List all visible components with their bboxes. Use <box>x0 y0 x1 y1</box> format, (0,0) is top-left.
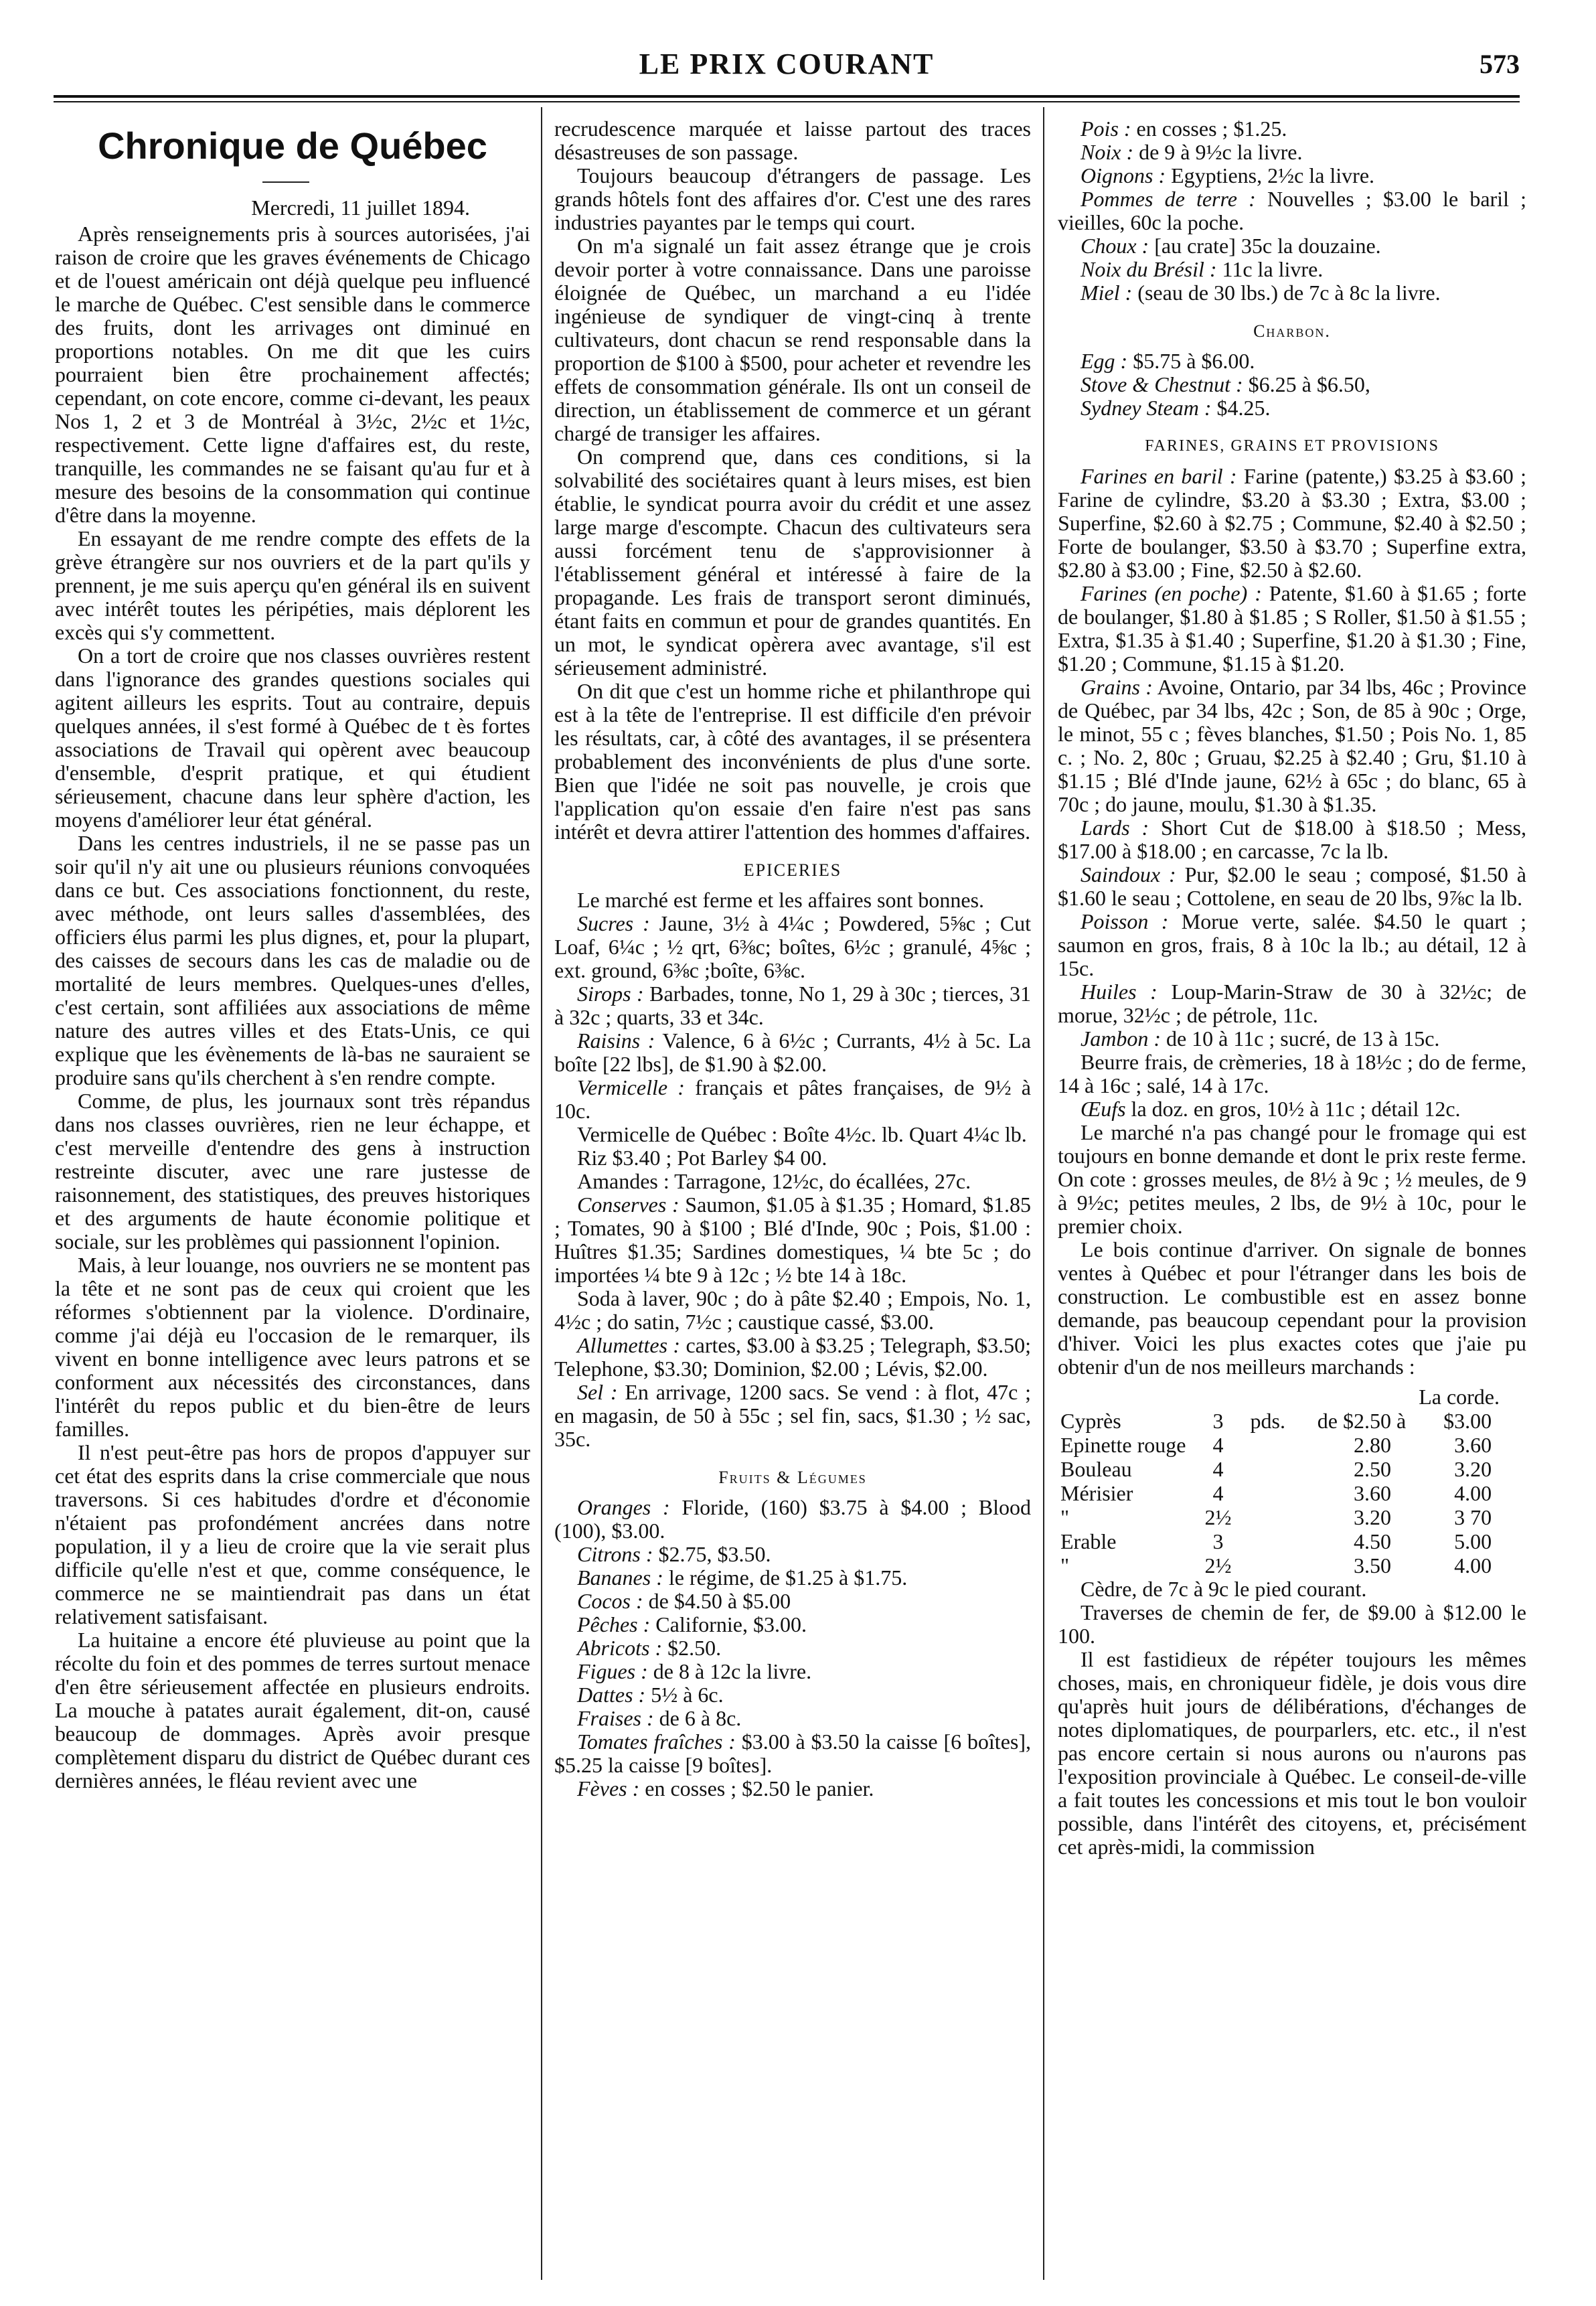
price-item-label: Noix du Brésil : <box>1081 257 1217 281</box>
price-item-text: la doz. en gros, 10½ à 11c ; détail 12c. <box>1125 1097 1461 1121</box>
price-item <box>1058 117 1526 141</box>
paragraph: On a tort de croire que nos classes ouvrières restent dans l'ignorance des grandes questions sociales qui agitent ailleurs les esprits. Tout au contraire, depuis quelques années, il s'est formé à Québec de t ès fortes associations de Travail qui opèrent avec beaucoup d'ensemble, d'esprit pratique, et qui étudient sérieusement, chacune dans leur sphère d'action, les moyens d'améliorer leur état général. <box>55 643 530 832</box>
price-item <box>1058 1027 1526 1051</box>
price-item <box>554 1029 1031 1076</box>
section-heading-farines: FARINES, GRAINS ET PROVISIONS <box>1145 437 1439 455</box>
price-item-label: Tomates fraîches : <box>577 1730 736 1754</box>
wood-cell-name: Erable <box>1060 1529 1117 1553</box>
paragraph: Mais, à leur louange, nos ouvriers ne se montent pas la tête et ne sont pas de ceux qui croient que les réformes s'obtiennent par la violence. D'ordinaire, comme j'ai déjà eu l'occasion de le remarquer, ils vivent en bonne intelligence avec leurs patrons et se conforment aux nécessités des circonstances, dans l'intérêt du repos public et du bien-être de leurs familles. <box>55 1253 530 1441</box>
wood-cell-sep <box>1396 1433 1411 1457</box>
title-rule <box>262 181 309 183</box>
wood-row <box>1060 1553 1497 1578</box>
price-item-text: $5.75 à $6.00. <box>1127 349 1255 373</box>
price-item-text: de 6 à 8c. <box>653 1706 742 1730</box>
price-item-text: Patente, $1.60 à $1.65 ; forte de boulanger, $1.80 à $1.85 ; S Roller, $1.50 à $1.55 ; Extra, $1.35 à $1.40 ; Superfine, $1.20 à $1.30 ; Fine, $1.20 ; Commune, $1.15 à $1.20. <box>1058 581 1526 676</box>
wood-row <box>1060 1433 1497 1457</box>
price-item <box>1058 258 1526 281</box>
price-item-label: Raisins : <box>577 1028 655 1053</box>
column-3 <box>1058 117 1526 2287</box>
paragraph: Dans les centres industriels, il ne se passe pas un soir qu'il n'y ait une ou plusieurs réunions convoquées dans ce but. Ces associations fonctionnent, du reste, avec méthode, ont leurs salles d'assemblées, des officiers élus parmi les plus dignes, et, pour la plupart, des caisses de secours dans les cas de maladie ou de mortalité de leurs membres. Quelques-unes d'elles, c'est certain, sont affiliées aux associations de même nature des autres villes et des Etats-Unis, ce qui explique que les évènements de là-bas ne sauraient se produire sans qu'ils cherchent à s'en rendre compte. <box>55 831 530 1089</box>
price-item-label: Farines en baril : <box>1081 464 1237 488</box>
wood-cell-unit: pds. <box>1250 1409 1285 1433</box>
price-item-text: français et pâtes françaises, de 9½ à 10c. <box>554 1075 1031 1123</box>
wood-cell-low: 3.50 <box>1353 1553 1391 1578</box>
wood-table-heading: La corde. <box>1419 1385 1500 1409</box>
wood-cell-unit <box>1250 1457 1290 1481</box>
wood-cell-high: 3.20 <box>1454 1457 1492 1481</box>
paragraph: On comprend que, dans ces conditions, si la solvabilité des sociétaires quant à leurs mises, est bien établie, le syndicat pourra avoir du crédit et une assez large marge d'escompte. Chacun des cultivateurs sera aussi forcément tenu de s'approvisionner à l'établissement général et intéressé à faire de la propagande. Les frais de transport seront diminués, étant faits en commun et pour de grandes quantités. En un mot, le syndicat opèrera avec avantage, s'il est sérieusement administré. <box>554 445 1031 680</box>
price-item <box>554 982 1031 1029</box>
wood-cell-unit <box>1250 1433 1290 1457</box>
price-item-text: $4.25. <box>1211 396 1271 420</box>
price-item-label: Dattes : <box>577 1683 646 1707</box>
wood-cell-sep <box>1396 1457 1411 1481</box>
price-item-label: Egg : <box>1081 349 1128 373</box>
price-item-label: Saindoux : <box>1081 862 1176 887</box>
price-item-text: $2.75, $3.50. <box>653 1542 771 1566</box>
price-item-text: Riz $3.40 ; Pot Barley $4 00. <box>577 1146 827 1170</box>
price-item-text: Pur, $2.00 le seau ; composé, $1.50 à $1.60 le seau ; Cottolene, en seau de 20 lbs, 9⅞c la lb. <box>1058 862 1526 910</box>
page-number: 573 <box>1480 49 1520 79</box>
price-item-label: Sel : <box>577 1380 618 1404</box>
wood-cell-low: 3.60 <box>1353 1481 1391 1505</box>
price-item-label: Oignons : <box>1081 163 1166 187</box>
price-item <box>554 1543 1031 1566</box>
price-item-text: Soda à laver, 90c ; do à pâte $2.40 ; Empois, No. 1, 4½c ; do satin, 7½c ; caustique cassé, $3.00. <box>554 1286 1031 1334</box>
price-item <box>1058 910 1526 980</box>
price-item <box>1058 980 1526 1027</box>
price-item <box>1058 281 1526 305</box>
price-item-label: Citrons : <box>577 1542 653 1566</box>
wood-price-table <box>1060 1409 1497 1578</box>
paragraph: recrudescence marquée et laisse partout des traces désastreuses de son passage. <box>554 117 1031 164</box>
price-item-text: de 10 à 11c ; sucré, de 13 à 15c. <box>1160 1026 1440 1051</box>
paragraph: En essayant de me rendre compte des effets de la grève étrangère sur nos ouvriers et de la part qu'ils y prennent, je me suis aperçu qu'en général ils en suivent avec intérêt toutes les péripéties, mais déplorent les excès qui s'y commettent. <box>55 526 530 644</box>
wood-cell-high: 4.00 <box>1454 1553 1492 1578</box>
price-item-text: de 8 à 12c la livre. <box>647 1659 812 1683</box>
price-item <box>554 1590 1031 1613</box>
price-item <box>554 1777 1031 1800</box>
price-item-label: Sucres : <box>577 911 650 935</box>
wood-cell-sep <box>1396 1481 1411 1505</box>
price-item <box>1058 863 1526 910</box>
paragraph: Le marché est ferme et les affaires sont bonnes. <box>577 888 985 912</box>
wood-row <box>1060 1529 1497 1553</box>
price-item-label: Farines (en poche) : <box>1081 581 1262 605</box>
wood-row <box>1060 1481 1497 1505</box>
price-item <box>1058 164 1526 187</box>
price-item <box>1058 465 1526 582</box>
paragraph: Il n'est peut-être pas hors de propos d'appuyer sur cet état des esprits dans la crise commerciale que nous traversons. Si ces habitudes d'ordre et d'économie n'étaient pas profondément ancrées dans notre population, il y a lieu de croire que la vie serait plus difficile qu'elle n'est et que, comme conséquence, le commerce ne se maintiendrait pas dans un état relativement satisfaisant. <box>55 1440 530 1628</box>
section-heading-epiceries: EPICERIES <box>743 860 842 880</box>
price-item <box>1058 141 1526 164</box>
price-item <box>1058 582 1526 676</box>
price-item-text: Saumon, $1.05 à $1.35 ; Homard, $1.85 ; Tomates, 90 à $100 ; Blé d'Inde, 90c ; Pois, $1.00 : Huîtres $1.35; Sardines domestiques, ¼ bte 5c ; do importées ¼ bte 9 à 12c ; ½ bte 14 à 18c. <box>554 1193 1031 1287</box>
wood-cell-n: 4 <box>1212 1457 1224 1481</box>
price-item-label: Fèves : <box>577 1776 640 1800</box>
price-item-text: Loup-Marin-Straw de 30 à 32½c; de morue, 32½c ; de pétrole, 11c. <box>1058 980 1526 1027</box>
price-item-text: en cosses ; $1.25. <box>1131 117 1287 141</box>
price-item-label: Vermicelle : <box>577 1075 685 1099</box>
price-item <box>1058 396 1526 420</box>
price-item <box>554 912 1031 982</box>
wood-row <box>1060 1457 1497 1481</box>
price-item <box>554 1613 1031 1636</box>
price-item-text: Nouvelles ; $3.00 le baril ; vieilles, 60c la poche. <box>1058 187 1526 234</box>
price-item-text: Amandes : Tarragone, 12½c, do écallées, 27c. <box>577 1169 971 1193</box>
charbon-list <box>1058 350 1526 420</box>
wood-cell-n: 2½ <box>1204 1553 1232 1578</box>
price-item <box>554 1193 1031 1287</box>
wood-cell-high: 3.60 <box>1454 1433 1492 1457</box>
article-title: Chronique de Québec <box>98 125 487 167</box>
wood-cell-unit <box>1250 1553 1290 1578</box>
paragraph: On m'a signalé un fait assez étrange que je crois devoir porter à votre connaissance. Dans une paroisse éloignée de Québec, un marchand a eu l'idée ingénieuse de syndiquer de vingt-cinq à trente cultivateurs, dont chacun se rend responsable dans la proportion de $100 à $500, pour acheter et revendre les effets de consommation générale. Ils ont un conseil de direction, un établissement de commerce et un gérant chargé de transiger les affaires. <box>554 234 1031 445</box>
price-item-label: Miel : <box>1081 281 1133 305</box>
price-item-label: Conserves : <box>577 1193 680 1217</box>
price-item <box>554 1683 1031 1707</box>
wood-cell-n: 2½ <box>1204 1505 1232 1529</box>
price-item <box>554 1381 1031 1451</box>
price-item-label: Grains : <box>1081 675 1153 699</box>
price-item <box>554 1123 1031 1146</box>
price-item-text: 11c la livre. <box>1216 257 1324 281</box>
price-item <box>1058 1051 1526 1097</box>
wood-cell-high: $3.00 <box>1443 1409 1492 1433</box>
paragraph: Toujours beaucoup d'étrangers de passage. Les grands hôtels font des affaires d'or. C'est une des rares industries payantes par le temps qui court. <box>554 163 1031 234</box>
paragraph: Comme, de plus, les journaux sont très répandus dans nos classes ouvrières, rien ne leur échappe, et c'est merveille d'entendre des gens à instruction restreinte discuter, avec une rare justesse de raisonnement, des statistiques, des preuves historiques et des arguments de haute économie politique et sociale, sur les problèmes qui passionnent l'opinion. <box>55 1089 530 1253</box>
price-item <box>554 1496 1031 1543</box>
wood-cell-sep <box>1396 1505 1411 1529</box>
wood-cell-n: 4 <box>1212 1433 1224 1457</box>
price-item-text: Egyptiens, 2½c la livre. <box>1166 163 1375 187</box>
price-item-text: Vermicelle de Québec : Boîte 4½c. lb. Quart 4¼c lb. <box>577 1122 1027 1146</box>
column-divider <box>1043 107 1044 2280</box>
wood-cell-n: 3 <box>1212 1409 1224 1433</box>
header-rule <box>54 95 1520 98</box>
price-item-label: Poisson : <box>1081 909 1169 933</box>
journal-title: LE PRIX COURANT <box>639 48 935 80</box>
price-item-text: Californie, $3.00. <box>650 1612 807 1636</box>
price-item <box>1058 373 1526 396</box>
price-item-text: $3.00 à $3.50 la caisse [6 boîtes], $5.25 la caisse [9 boîtes]. <box>554 1730 1031 1777</box>
price-item-label: Noix : <box>1081 140 1134 164</box>
header-rule-thin <box>54 101 1520 102</box>
price-item-label: Cocos : <box>577 1589 643 1613</box>
price-item-label: Sirops : <box>577 982 644 1006</box>
farines-list <box>1058 465 1526 1121</box>
column-divider <box>541 107 542 2280</box>
price-item-text: En arrivage, 1200 sacs. Se vend : à flot, 47c ; en magasin, de 50 à 55c ; sel fin, sacs, $1.30 ; ½ sac, 35c. <box>554 1380 1031 1451</box>
price-item <box>554 1146 1031 1170</box>
fruits-list <box>554 1496 1031 1800</box>
wood-cell-high: 4.00 <box>1454 1481 1492 1505</box>
price-item-label: Fraises : <box>577 1706 654 1730</box>
price-item-text: Farine (patente,) $3.25 à $3.60 ; Farine de cylindre, $3.20 à $3.30 ; Extra, $3.00 ; Superfine, $2.60 à $2.75 ; Commune, $2.40 à $2.50 ; Forte de boulanger, $3.50 à $3.70 ; Superfine extra, $2.80 à $3.00 ; Fine, $2.50 à $2.60. <box>1058 464 1526 582</box>
price-item-label: Œufs <box>1081 1097 1126 1121</box>
wood-cell-n: 3 <box>1212 1529 1224 1553</box>
price-item-text: Short Cut de $18.00 à $18.50 ; Mess, $17.00 à $18.00 ; en carcasse, 7c la lb. <box>1058 816 1526 863</box>
wood-cell-sep <box>1396 1529 1411 1553</box>
wood-cell-sep: à <box>1396 1409 1407 1433</box>
price-item-label: Figues : <box>577 1659 648 1683</box>
paragraph: Après renseignements pris à sources autorisées, j'ai raison de croire que les graves événements de Chicago et de l'ouest américain ont déjà quelque peu influencé le marche de Québec. C'est sensible dans le commerce des fruits, dont les arrivages ont diminué en proportions notables. On me dit que les cuirs pourraient bien être prochainement affectés; cependant, on cote encore, comme ci-devant, les peaux Nos 1, 2 et 3 de Montréal à 3½c, 2½c et 1½c, respectivement. Cette ligne d'affaires est, du reste, tranquille, les commandes ne se faisant qu'au fur et à mesure des besoins de la consommation qui continue d'être dans la moyenne. <box>55 222 530 527</box>
dateline: Mercredi, 11 juillet 1894. <box>251 196 470 220</box>
wood-cell-sep <box>1396 1553 1411 1578</box>
price-item <box>1058 1097 1526 1121</box>
price-item <box>554 1334 1031 1381</box>
wood-cell-name: Mérisier <box>1060 1481 1133 1505</box>
price-item-text: Beurre frais, de crèmeries, 18 à 18½c ; do de ferme, 14 à 16c ; salé, 14 à 17c. <box>1058 1050 1526 1097</box>
section-heading-charbon: Charbon. <box>1253 321 1331 341</box>
vegetables-list <box>1058 117 1526 305</box>
price-item-label: Oranges : <box>577 1495 670 1519</box>
paragraph: Il est fastidieux de répéter toujours les mêmes choses, mais, en chroniqueur fidèle, je dois vous dire qu'après huit jours de délibérations, d'échanges de notes diplomatiques, de pourparlers, etc. etc., il n'est pas encore certain si nous aurons ou n'aurons pas l'exposition provinciale à Québec. Le conseil-de-ville a fait toutes les concessions et mis tout le bon vouloir possible, dans l'intérêt des citoyens, et, précisément cet après-midi, la commission <box>1058 1647 1526 1859</box>
price-item-text: Avoine, Ontario, par 34 lbs, 46c ; Province de Québec, par 34 lbs, 42c ; Son, de 85 à 90c ; Orge, le minot, 55 c ; fèves blanches, $1.50 ; Pois No. 1, 85 c. ; No. 2, 80c ; Gruau, $2.25 à $2.40 ; Gru, $1.10 à $1.15 ; Blé d'Inde jaune, 62½ à 65c ; do blanc, 65 à 70c ; do jaune, moulu, $1.30 à $1.35. <box>1058 675 1526 816</box>
price-item-text: [au crate] 35c la douzaine. <box>1149 234 1381 258</box>
price-item-text: (seau de 30 lbs.) de 7c à 8c la livre. <box>1132 281 1441 305</box>
wood-cell-name: " <box>1060 1553 1070 1578</box>
price-item-label: Huiles : <box>1081 980 1158 1004</box>
wood-cell-name: Bouleau <box>1060 1457 1132 1481</box>
column-1 <box>55 117 530 2287</box>
wood-cell-high: 3 70 <box>1454 1505 1492 1529</box>
price-item <box>554 1660 1031 1683</box>
wood-cell-n: 4 <box>1212 1481 1224 1505</box>
price-item-label: Jambon : <box>1081 1026 1161 1051</box>
wood-cell-name: " <box>1060 1505 1070 1529</box>
price-item-text: en cosses ; $2.50 le panier. <box>639 1776 874 1800</box>
paragraph: La huitaine a encore été pluvieuse au point que la récolte du foin et des pommes de terres surtout menace d'en être sérieusement affectée en plusieurs endroits. La mouche à patates aurait également, dit-on, causé beaucoup de dommages. Après avoir presque complètement disparu du district de Québec durant ces dernières années, le fléau revient avec une <box>55 1628 530 1792</box>
price-item <box>554 1636 1031 1660</box>
wood-cell-unit <box>1250 1505 1290 1529</box>
price-item <box>1058 234 1526 258</box>
price-item-label: Choux : <box>1081 234 1149 258</box>
price-item-text: cartes, $3.00 à $3.25 ; Telegraph, $3.50; Telephone, $3.30; Dominion, $2.00 ; Lévis, $2.00. <box>554 1333 1031 1381</box>
wood-cell-low: 2.80 <box>1353 1433 1391 1457</box>
price-item <box>1058 350 1526 373</box>
wood-cell-low: 4.50 <box>1353 1529 1391 1553</box>
section-heading-fruits: Fruits & Légumes <box>718 1468 867 1487</box>
wood-cell-high: 5.00 <box>1454 1529 1492 1553</box>
price-item-text: $6.25 à $6.50, <box>1243 372 1370 396</box>
price-item-text: de 9 à 9½c la livre. <box>1133 140 1303 164</box>
column-2 <box>554 117 1031 2287</box>
page-header <box>54 47 1520 87</box>
price-item-label: Allumettes : <box>577 1333 681 1357</box>
wood-cell-unit <box>1250 1529 1290 1553</box>
price-item-label: Pois : <box>1081 117 1131 141</box>
price-item-text: Jaune, 3½ à 4¼c ; Powdered, 5⅝c ; Cut Loaf, 6¼c ; ½ qrt, 6⅜c; boîtes, 6½c ; granulé, 4⅝c ; ext. ground, 6⅜c ;boîte, 6⅜c. <box>554 911 1031 982</box>
paragraph: Le bois continue d'arriver. On signale de bonnes ventes à Québec et pour l'étranger dans les bois de construction. Le combustible est en assez bonne demande, pas beaucoup cependant pour la provision d'hiver. Voici les plus exactes cotes que j'aie pu obtenir d'un de nos meilleurs marchands : <box>1058 1237 1526 1379</box>
price-item <box>554 1730 1031 1777</box>
price-item <box>554 1707 1031 1730</box>
price-item-text: Barbades, tonne, No 1, 29 à 30c ; tierces, 31 à 32c ; quarts, 33 et 34c. <box>554 982 1031 1029</box>
wood-cell-unit <box>1250 1481 1290 1505</box>
epiceries-list <box>554 912 1031 1451</box>
price-item-label: Sydney Steam : <box>1081 396 1212 420</box>
paragraph: Cèdre, de 7c à 9c le pied courant. <box>1081 1577 1367 1601</box>
paragraph: Le marché n'a pas changé pour le fromage qui est toujours en bonne demande et dont le prix reste ferme. On cote : grosses meules, de 8½ à 9c ; ½ meules, de 9 à 9½c; petites meules, 2 lbs, de 9½ à 10c, pour le premier choix. <box>1058 1120 1526 1238</box>
price-item <box>554 1287 1031 1334</box>
wood-row <box>1060 1505 1497 1529</box>
price-item-text: $2.50. <box>662 1636 722 1660</box>
wood-cell-name: Epinette rouge <box>1060 1433 1186 1457</box>
price-item-label: Pommes de terre : <box>1081 187 1256 211</box>
price-item-text: Floride, (160) $3.75 à $4.00 ; Blood (100), $3.00. <box>554 1495 1031 1543</box>
price-item <box>1058 676 1526 816</box>
price-item <box>554 1566 1031 1590</box>
wood-row <box>1060 1409 1497 1433</box>
price-item-text: 5½ à 6c. <box>645 1683 724 1707</box>
paragraph: Traverses de chemin de fer, de $9.00 à $12.00 le 100. <box>1058 1600 1526 1648</box>
price-item-text: de $4.50 à $5.00 <box>643 1589 791 1613</box>
price-item-label: Lards : <box>1081 816 1149 840</box>
price-item-label: Bananes : <box>577 1565 663 1590</box>
price-item-text: Morue verte, salée. $4.50 le quart ; saumon en gros, frais, 8 à 10c la lb.; au détail, 12 à 15c. <box>1058 909 1526 980</box>
price-item-label: Stove & Chestnut : <box>1081 372 1243 396</box>
price-item-text: Valence, 6 à 6½c ; Currants, 4½ à 5c. La boîte [22 lbs], de $1.90 à $2.00. <box>554 1028 1031 1076</box>
wood-cell-low: 2.50 <box>1353 1457 1391 1481</box>
price-item <box>1058 816 1526 863</box>
price-item-label: Pêches : <box>577 1612 651 1636</box>
price-item <box>1058 187 1526 234</box>
price-item-text: le régime, de $1.25 à $1.75. <box>663 1565 908 1590</box>
price-item <box>554 1170 1031 1193</box>
price-item-label: Abricots : <box>577 1636 663 1660</box>
paragraph: On dit que c'est un homme riche et philanthrope qui est à la tête de l'entreprise. Il est difficile d'en prévoir les résultats, car, à côté des avantages, il se présentera probablement des inconvénients de plus d'une sorte. Bien que l'idée ne soit pas nouvelle, je crois que l'application qu'on essaie d'en faire n'est pas sans intérêt et devra attirer l'attention des hommes d'affaires. <box>554 679 1031 844</box>
wood-cell-low: de $2.50 <box>1317 1409 1391 1433</box>
price-item <box>554 1076 1031 1123</box>
wood-cell-name: Cyprès <box>1060 1409 1121 1433</box>
wood-cell-low: 3.20 <box>1353 1505 1391 1529</box>
